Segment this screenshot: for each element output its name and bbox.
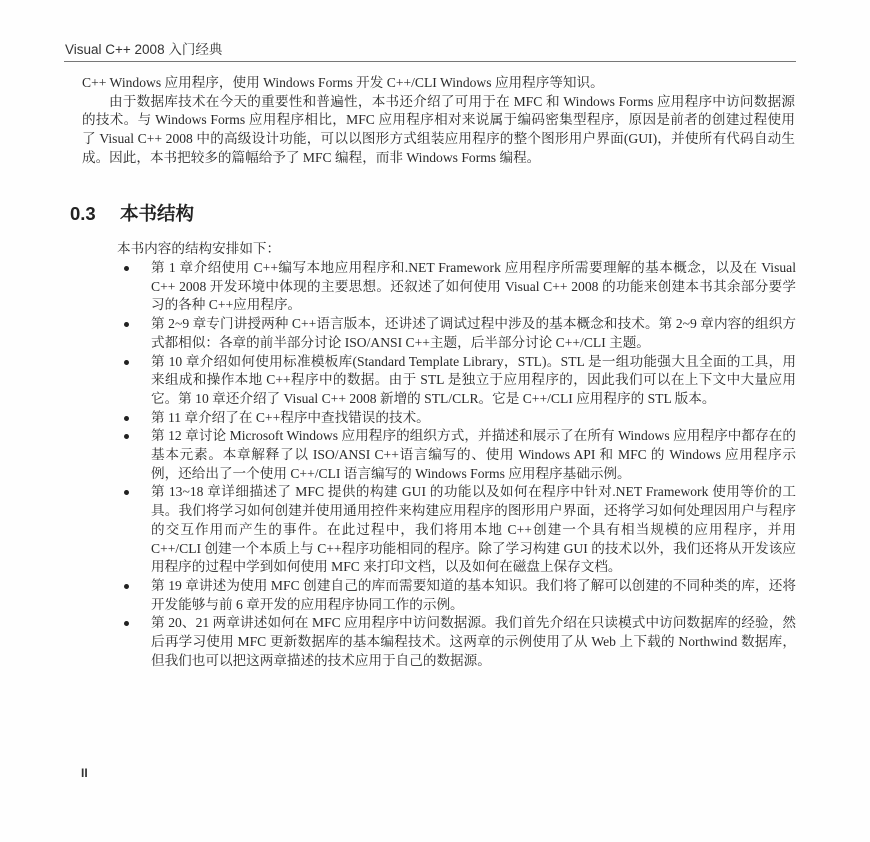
list-item [115,353,796,409]
list-item-text: 第 12 章讨论 Microsoft Windows 应用程序的组织方式，并描述和展示了在所有 Windows 应用程序中都存在的基本元素。本章解释了以 ISO/ANSI C++语言编写的、使用 Windows API 和 MFC 的 Windows 应用程序示例，还给出了一个使用 C++/CLI 语言编写的 Windows Forms 应用程序基础示例。 [151,428,796,481]
list-item [115,259,796,315]
running-header-title: Visual C++ 2008 入门经典 [65,42,223,57]
list-item-text: 第 19 章讲述为使用 MFC 创建自己的库而需要知道的基本知识。我们将了解可以创建的不同种类的库，还将开发能够与前 6 章开发的应用程序协同工作的示例。 [151,577,796,612]
list-item [115,315,796,352]
list-item-text: 第 2~9 章专门讲授两种 C++语言版本，还讲述了调试过程中涉及的基本概念和技术。第 2~9 章内容的组织方式都相似：各章的前半部分讨论 ISO/ANSI C++主题，后半部分讨论 C++/CLI 主题。 [151,316,796,350]
paragraph: C++ Windows 应用程序，使用 Windows Forms 开发 C++/CLI Windows 应用程序等知识。 [82,75,604,90]
list-item-text: 第 20、21 两章讲述如何在 MFC 应用程序中访问数据源。我们首先介绍在只读模式中访问数据库的经验，然后再学习使用 MFC 更新数据库的基本编程技术。这两章的示例使用了从 Web 上下载的 Northwind 数据库，但我们也可以把这两章描述的技术应用于自己的数据源。 [151,615,796,668]
bullet-icon [124,266,129,271]
section-intro: 本书内容的结构安排如下： [117,241,281,256]
section-number: 0.3 [70,203,96,224]
paragraph: 由于数据库技术在今天的重要性和普遍性，本书还介绍了可用于在 MFC 和 Windows Forms 应用程序中访问数据源的技术。与 Windows Forms 应用程序相比，MFC 应用程序相对来说属于编码密集型程序，原因是前者的创建过程使用了 Visual C++ 2008 中的高级设计功能，可以以图形方式组装应用程序的整个图形用户界面(GUI)，并使所有代码自动生成。因此，本书把较多的篇幅给予了 MFC 编程，而非 Windows Forms 编程。 [82,93,795,165]
bullet-icon [124,584,129,589]
list-item [115,577,796,614]
list-item [115,483,796,577]
bullet-icon [124,490,129,495]
list-item [115,427,796,483]
chapter-list [115,259,796,670]
bullet-icon [124,434,129,439]
list-item [115,409,796,428]
list-item-text: 第 1 章介绍使用 C++编写本地应用程序和.NET Framework 应用程序所需要理解的基本概念，以及在 Visual C++ 2008 开发环境中体现的主要思想。还叙述了如何使用 Visual C++ 2008 的功能来创建本书其余部分要学习的各种 C++应用程序。 [151,260,796,313]
list-item-text: 第 10 章介绍如何使用标准模板库(Standard Template Library，STL)。STL 是一组功能强大且全面的工具，用来组成和操作本地 C++程序中的数据。由于 STL 是独立于应用程序的，因此我们可以在上下文中大量应用它。第 10 章还介绍了 Visual C++ 2008 新增的 STL/CLR。它是 C++/CLI 应用程序的 STL 版本。 [151,353,796,406]
bullet-icon [124,416,129,421]
page-number: II [81,766,88,780]
header-divider [64,61,796,62]
section-title: 本书结构 [120,203,195,224]
body-text [82,74,795,168]
bullet-icon [124,360,129,365]
bullet-icon [124,621,129,626]
section-heading [70,200,194,226]
list-item-text: 第 13~18 章详细描述了 MFC 提供的构建 GUI 的功能以及如何在程序中针对.NET Framework 使用等价的工具。我们将学习如何创建并使用通用控件来构建应用程序的图形用户界面，还将学习如何处理因用户与程序的交互作用而产生的事件。在此过程中，我们将用本地 C++创建一个具有相当规模的应用程序，并用 C++/CLI 创建一个本质上与 C++程序功能相同的程序。除了学习构建 GUI 的技术以外，我们还将从开发该应用程序的过程中学到如何使用 MFC 来打印文档，以及如何在磁盘上保存文档。 [151,484,796,575]
list-item-text: 第 11 章介绍了在 C++程序中查找错误的技术。 [151,409,430,425]
list-item [115,614,796,670]
bullet-icon [124,322,129,327]
